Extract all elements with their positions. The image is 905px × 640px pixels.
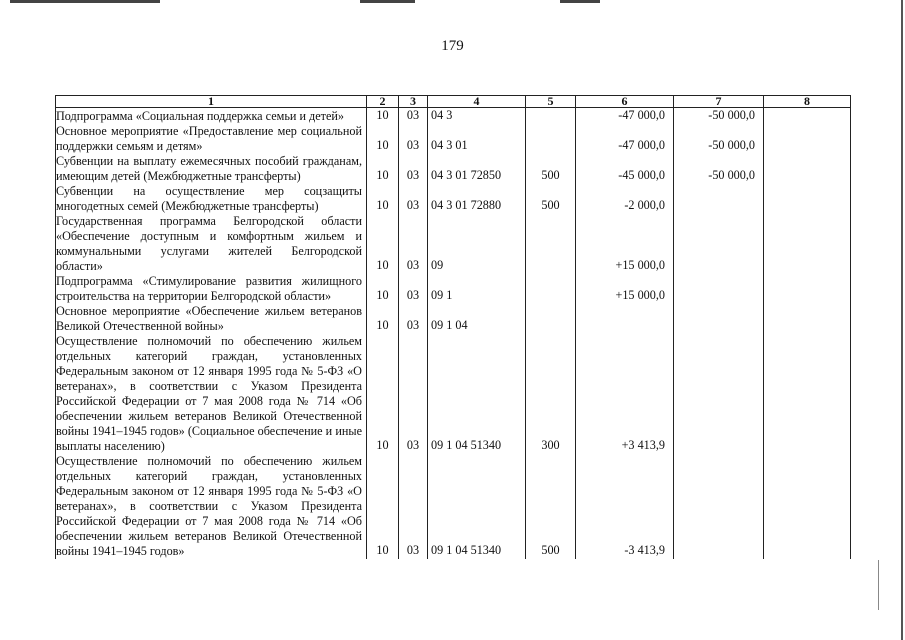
column-header-2: 2: [367, 96, 399, 108]
row-target-article: 04 3 01: [428, 124, 526, 154]
column-header-8: 8: [764, 96, 851, 108]
row-amount-col6: +15 000,0: [576, 214, 674, 274]
row-target-article: 04 3 01 72850: [428, 154, 526, 184]
row-expense-type: [526, 214, 576, 274]
row-section: 10: [367, 124, 399, 154]
row-name: Субвенции на осуществление мер соцзащиты многодетных семей (Межбюджетные трансферты): [56, 184, 367, 214]
row-expense-type: 500: [526, 454, 576, 559]
scan-artifact: [10, 0, 160, 3]
row-amount-col6: -2 000,0: [576, 184, 674, 214]
column-header-4: 4: [428, 96, 526, 108]
column-header-7: 7: [674, 96, 764, 108]
row-subsection: 03: [399, 274, 428, 304]
row-subsection: 03: [399, 334, 428, 454]
row-target-article: 09 1 04 51340: [428, 454, 526, 559]
row-subsection: 03: [399, 108, 428, 125]
row-target-article: 04 3 01 72880: [428, 184, 526, 214]
row-expense-type: [526, 108, 576, 125]
row-name: Подпрограмма «Социальная поддержка семьи и детей»: [56, 108, 367, 125]
row-amount-col6: [576, 304, 674, 334]
row-amount-col8: [764, 184, 851, 214]
header-row: [56, 96, 851, 108]
column-header-6: 6: [576, 96, 674, 108]
row-section: 10: [367, 108, 399, 125]
row-section: 10: [367, 154, 399, 184]
row-target-article: 09 1: [428, 274, 526, 304]
row-amount-col6: +3 413,9: [576, 334, 674, 454]
budget-table: [55, 95, 851, 559]
row-target-article: 09 1 04 51340: [428, 334, 526, 454]
row-name: Основное мероприятие «Обеспечение жильем ветеранов Великой Отечественной войны»: [56, 304, 367, 334]
row-name: Государственная программа Белгородской области «Обеспечение доступным и комфортным жильем и коммунальными услугами жителей Белгородской области»: [56, 214, 367, 274]
row-subsection: 03: [399, 184, 428, 214]
table-row: [56, 108, 851, 125]
row-expense-type: [526, 124, 576, 154]
table-row: [56, 184, 851, 214]
row-amount-col7: [674, 274, 764, 304]
row-amount-col7: -50 000,0: [674, 154, 764, 184]
row-expense-type: [526, 304, 576, 334]
table-row: [56, 214, 851, 274]
row-subsection: 03: [399, 304, 428, 334]
row-subsection: 03: [399, 124, 428, 154]
row-amount-col7: [674, 184, 764, 214]
row-amount-col6: -45 000,0: [576, 154, 674, 184]
table-row: [56, 334, 851, 454]
row-section: 10: [367, 274, 399, 304]
row-subsection: 03: [399, 214, 428, 274]
row-subsection: 03: [399, 454, 428, 559]
scan-mark: [878, 560, 879, 610]
row-amount-col7: [674, 454, 764, 559]
row-amount-col6: -47 000,0: [576, 124, 674, 154]
row-name: Подпрограмма «Стимулирование развития жилищного строительства на территории Белгородской области»: [56, 274, 367, 304]
row-amount-col8: [764, 214, 851, 274]
row-target-article: 04 3: [428, 108, 526, 125]
row-amount-col8: [764, 454, 851, 559]
table-row: [56, 124, 851, 154]
row-expense-type: 500: [526, 184, 576, 214]
row-name: Осуществление полномочий по обеспечению жильем отдельных категорий граждан, установленных Федеральным законом от 12 января 1995 года № 5-ФЗ «О ветеранах», в соответствии с Указом Президента Российской Федерации от 7 мая 2008 года № 714 «Об обеспечении жильем ветеранов Великой Отечественной войны 1941–1945 годов»: [56, 454, 367, 559]
scan-artifact: [360, 0, 415, 3]
table-row: [56, 454, 851, 559]
row-amount-col8: [764, 304, 851, 334]
row-amount-col6: -47 000,0: [576, 108, 674, 125]
row-expense-type: 500: [526, 154, 576, 184]
column-header-1: 1: [56, 96, 367, 108]
row-subsection: 03: [399, 154, 428, 184]
row-name: Основное мероприятие «Предоставление мер социальной поддержки семьям и детям»: [56, 124, 367, 154]
row-section: 10: [367, 334, 399, 454]
scan-edge: [901, 0, 903, 640]
scan-artifact: [560, 0, 600, 3]
row-amount-col8: [764, 334, 851, 454]
page-number: 179: [441, 38, 464, 54]
row-amount-col8: [764, 154, 851, 184]
row-expense-type: 300: [526, 334, 576, 454]
column-header-5: 5: [526, 96, 576, 108]
row-amount-col6: +15 000,0: [576, 274, 674, 304]
row-amount-col7: -50 000,0: [674, 124, 764, 154]
table-row: [56, 274, 851, 304]
row-amount-col8: [764, 108, 851, 125]
column-header-3: 3: [399, 96, 428, 108]
row-amount-col8: [764, 124, 851, 154]
row-amount-col6: -3 413,9: [576, 454, 674, 559]
row-target-article: 09 1 04: [428, 304, 526, 334]
row-amount-col7: [674, 304, 764, 334]
table-row: [56, 304, 851, 334]
row-target-article: 09: [428, 214, 526, 274]
row-amount-col7: [674, 334, 764, 454]
row-name: Осуществление полномочий по обеспечению жильем отдельных категорий граждан, установленных Федеральным законом от 12 января 1995 года № 5-ФЗ «О ветеранах», в соответствии с Указом Президента Российской Федерации от 7 мая 2008 года № 714 «Об обеспечении жильем ветеранов Великой Отечественной войны 1941–1945 годов» (Социальное обеспечение и иные выплаты населению): [56, 334, 367, 454]
row-name: Субвенции на выплату ежемесячных пособий гражданам, имеющим детей (Межбюджетные трансферты): [56, 154, 367, 184]
table-row: [56, 154, 851, 184]
row-section: 10: [367, 214, 399, 274]
row-amount-col7: -50 000,0: [674, 108, 764, 125]
row-amount-col7: [674, 214, 764, 274]
row-amount-col8: [764, 274, 851, 304]
row-section: 10: [367, 184, 399, 214]
row-section: 10: [367, 304, 399, 334]
row-section: 10: [367, 454, 399, 559]
row-expense-type: [526, 274, 576, 304]
